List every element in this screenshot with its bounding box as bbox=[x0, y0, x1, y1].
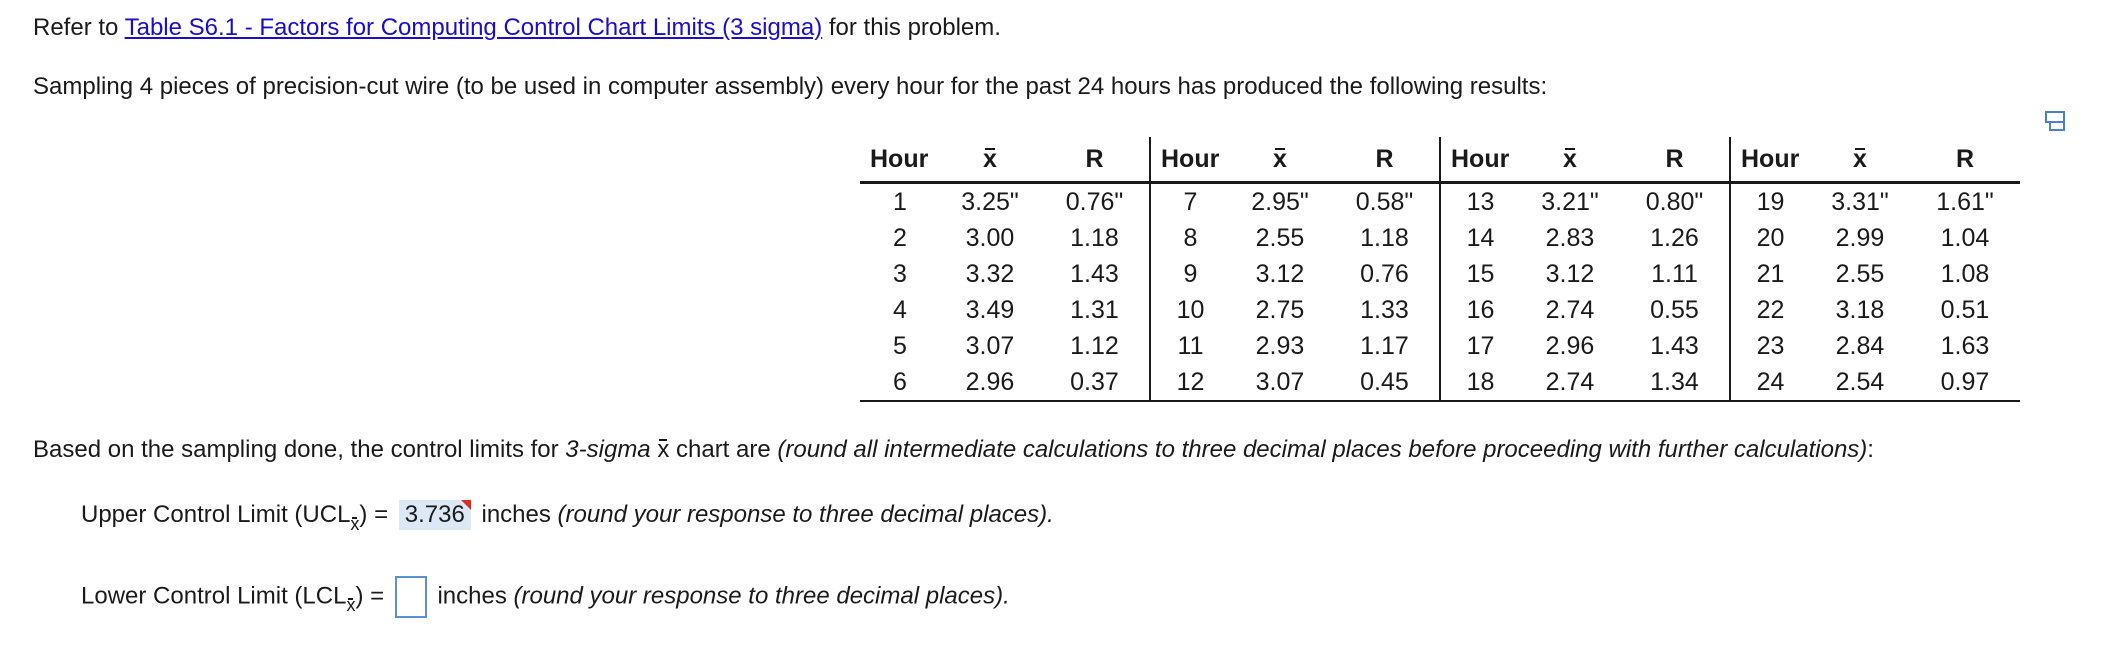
table-cell-xbar: 2.84 bbox=[1835, 331, 1885, 360]
table-cell-xbar: 3.31" bbox=[1831, 187, 1889, 216]
table-cell-range: 1.33 bbox=[1330, 292, 1440, 328]
ucl-answer-field[interactable]: 3.736 bbox=[399, 500, 471, 530]
table-cell-hour: 17 bbox=[1466, 331, 1495, 360]
table-cell-range: 0.37 bbox=[1040, 364, 1150, 401]
table-cell-xbar: 2.96 bbox=[940, 364, 1040, 401]
table-cell-xbar: 3.12 bbox=[1545, 259, 1595, 288]
table-cell-range: 1.04 bbox=[1940, 223, 1990, 252]
table-cell-range: 0.76 bbox=[1330, 256, 1440, 292]
ucl-unit: inches bbox=[474, 501, 558, 528]
table-cell-range: 1.18 bbox=[1330, 220, 1440, 256]
table-cell-hour: 11 bbox=[1177, 331, 1204, 360]
ucl-row bbox=[81, 500, 1054, 534]
lcl-unit: inches bbox=[430, 582, 514, 610]
table-row bbox=[860, 220, 2020, 256]
table-header-xbar bbox=[1520, 137, 1620, 183]
table-cell-hour: 1 bbox=[893, 187, 907, 216]
table-header-xbar bbox=[940, 137, 1040, 183]
table-cell-hour: 6 bbox=[860, 364, 940, 401]
table-cell-hour: 4 bbox=[893, 295, 907, 324]
lcl-answer-input[interactable] bbox=[395, 576, 427, 618]
table-cell-range: 1.26 bbox=[1620, 220, 1730, 256]
table-cell-xbar: 2.93 bbox=[1255, 331, 1305, 360]
table-cell-xbar: 3.32 bbox=[965, 259, 1015, 288]
ucl-note: (round your response to three decimal places). bbox=[557, 501, 1054, 528]
ucl-label: Upper Control Limit (UCL bbox=[81, 501, 351, 528]
sample-data-table bbox=[860, 137, 2020, 402]
table-cell-range: 1.08 bbox=[1940, 259, 1990, 288]
table-cell-hour: 18 bbox=[1440, 364, 1520, 401]
table-cell-xbar: 2.54 bbox=[1810, 364, 1910, 401]
prompt-instruction: (round all intermediate calculations to three decimal places before proceeding with further calculations) bbox=[777, 436, 1868, 463]
table-cell-xbar: 3.18 bbox=[1835, 295, 1885, 324]
table-cell-range: 1.61" bbox=[1936, 187, 1994, 216]
table-row bbox=[860, 256, 2020, 292]
table-cell-hour: 21 bbox=[1756, 259, 1785, 288]
table-cell-range: 0.97 bbox=[1910, 364, 2020, 401]
table-cell-xbar: 2.74 bbox=[1520, 364, 1620, 401]
table-cell-range: 1.43 bbox=[1040, 256, 1150, 292]
table-header-range: R bbox=[1910, 137, 2020, 183]
table-header-xbar bbox=[1810, 137, 1910, 183]
table-cell-hour: 2 bbox=[893, 223, 907, 252]
table-cell-xbar: 2.96 bbox=[1545, 331, 1595, 360]
xbar-symbol: x bbox=[983, 144, 997, 173]
table-cell-range: 1.17 bbox=[1330, 328, 1440, 364]
table-cell-range: 1.31 bbox=[1040, 292, 1150, 328]
table-cell-hour: 3 bbox=[893, 259, 907, 288]
intro-suffix: for this problem. bbox=[822, 14, 1001, 41]
xbar-symbol: x bbox=[1853, 144, 1867, 173]
table-cell-hour: 12 bbox=[1150, 364, 1230, 401]
table-header-range: R bbox=[1330, 137, 1440, 183]
table-cell-xbar: 2.99 bbox=[1835, 223, 1885, 252]
table-cell-hour: 22 bbox=[1756, 295, 1785, 324]
xbar-symbol: x bbox=[1563, 144, 1577, 173]
prompt-part1: Based on the sampling done, the control limits for bbox=[33, 436, 566, 463]
table-cell-xbar: 3.49 bbox=[965, 295, 1015, 324]
intro-line bbox=[33, 14, 1001, 42]
table-cell-range: 1.12 bbox=[1040, 328, 1150, 364]
table-cell-hour: 9 bbox=[1183, 259, 1198, 288]
table-header-hour: Hour bbox=[860, 137, 940, 183]
table-cell-hour: 15 bbox=[1466, 259, 1495, 288]
intro-prefix: Refer to bbox=[33, 14, 125, 41]
table-cell-xbar: 2.75 bbox=[1255, 295, 1305, 324]
table-cell-xbar: 2.83 bbox=[1545, 223, 1595, 252]
expand-icon[interactable] bbox=[2044, 110, 2066, 132]
table-cell-xbar: 3.21" bbox=[1541, 187, 1599, 216]
table-reference-link[interactable]: Table S6.1 - Factors for Computing Control Chart Limits (3 sigma) bbox=[124, 14, 823, 41]
table-header-xbar bbox=[1230, 137, 1330, 183]
table-cell-hour: 16 bbox=[1466, 295, 1495, 324]
prompt-colon: : bbox=[1867, 436, 1874, 463]
lcl-row bbox=[81, 576, 1010, 618]
lcl-equals: ) = bbox=[355, 582, 391, 610]
table-cell-range: 0.55 bbox=[1620, 292, 1730, 328]
table-header-range: R bbox=[1620, 137, 1730, 183]
table-cell-range: 1.63 bbox=[1940, 331, 1990, 360]
table-cell-hour: 23 bbox=[1756, 331, 1785, 360]
table-header-range: R bbox=[1040, 137, 1150, 183]
table-cell-range: 1.43 bbox=[1620, 328, 1730, 364]
table-cell-hour: 19 bbox=[1756, 187, 1785, 216]
table-cell-range: 0.45 bbox=[1330, 364, 1440, 401]
ucl-subscript: x bbox=[350, 514, 360, 534]
table-cell-xbar: 2.95" bbox=[1251, 187, 1309, 216]
table-cell-hour: 7 bbox=[1183, 187, 1198, 216]
prompt-part2: chart are bbox=[669, 436, 778, 463]
table-header-hour: Hour bbox=[1150, 137, 1230, 183]
table-cell-range: 0.76" bbox=[1040, 183, 1150, 221]
lcl-subscript: x bbox=[346, 595, 356, 616]
lcl-label: Lower Control Limit (LCL bbox=[81, 582, 347, 610]
table-cell-range: 1.34 bbox=[1620, 364, 1730, 401]
table-cell-xbar: 2.55 bbox=[1255, 223, 1305, 252]
table-cell-range: 0.80" bbox=[1620, 183, 1730, 221]
table-cell-xbar: 3.00 bbox=[965, 223, 1015, 252]
table-cell-range: 1.18 bbox=[1040, 220, 1150, 256]
prompt-sigma: 3-sigma bbox=[565, 436, 651, 463]
table-row bbox=[860, 364, 2020, 401]
table-cell-xbar: 3.07 bbox=[965, 331, 1015, 360]
table-cell-hour: 8 bbox=[1183, 223, 1198, 252]
table-row bbox=[860, 183, 2020, 221]
table-cell-xbar: 3.07 bbox=[1230, 364, 1330, 401]
table-header-row bbox=[860, 137, 2020, 183]
table-cell-hour: 5 bbox=[893, 331, 907, 360]
table-cell-hour: 24 bbox=[1730, 364, 1810, 401]
table-cell-hour: 14 bbox=[1466, 223, 1495, 252]
table-cell-xbar: 2.74 bbox=[1545, 295, 1595, 324]
table-row bbox=[860, 292, 2020, 328]
table-cell-hour: 10 bbox=[1176, 295, 1205, 324]
lcl-note: (round your response to three decimal places). bbox=[513, 582, 1010, 610]
table-cell-xbar: 3.25" bbox=[961, 187, 1019, 216]
ucl-equals: ) = bbox=[359, 501, 395, 528]
table-cell-hour: 20 bbox=[1756, 223, 1785, 252]
table-header-hour: Hour bbox=[1440, 137, 1520, 183]
table-cell-xbar: 2.55 bbox=[1835, 259, 1885, 288]
table-row bbox=[860, 328, 2020, 364]
table-cell-range: 1.11 bbox=[1620, 256, 1730, 292]
table-header-hour: Hour bbox=[1730, 137, 1810, 183]
question-prompt bbox=[33, 436, 1874, 464]
table-cell-hour: 13 bbox=[1466, 187, 1495, 216]
prompt-xbar: x bbox=[657, 436, 670, 463]
table-cell-xbar: 3.12 bbox=[1255, 259, 1305, 288]
problem-statement: Sampling 4 pieces of precision-cut wire (to be used in computer assembly) every hour for the past 24 hours has produced the following results: bbox=[33, 73, 1548, 100]
table-cell-range: 0.58" bbox=[1330, 183, 1440, 221]
table-cell-range: 0.51 bbox=[1940, 295, 1990, 324]
xbar-symbol: x bbox=[1273, 144, 1287, 173]
